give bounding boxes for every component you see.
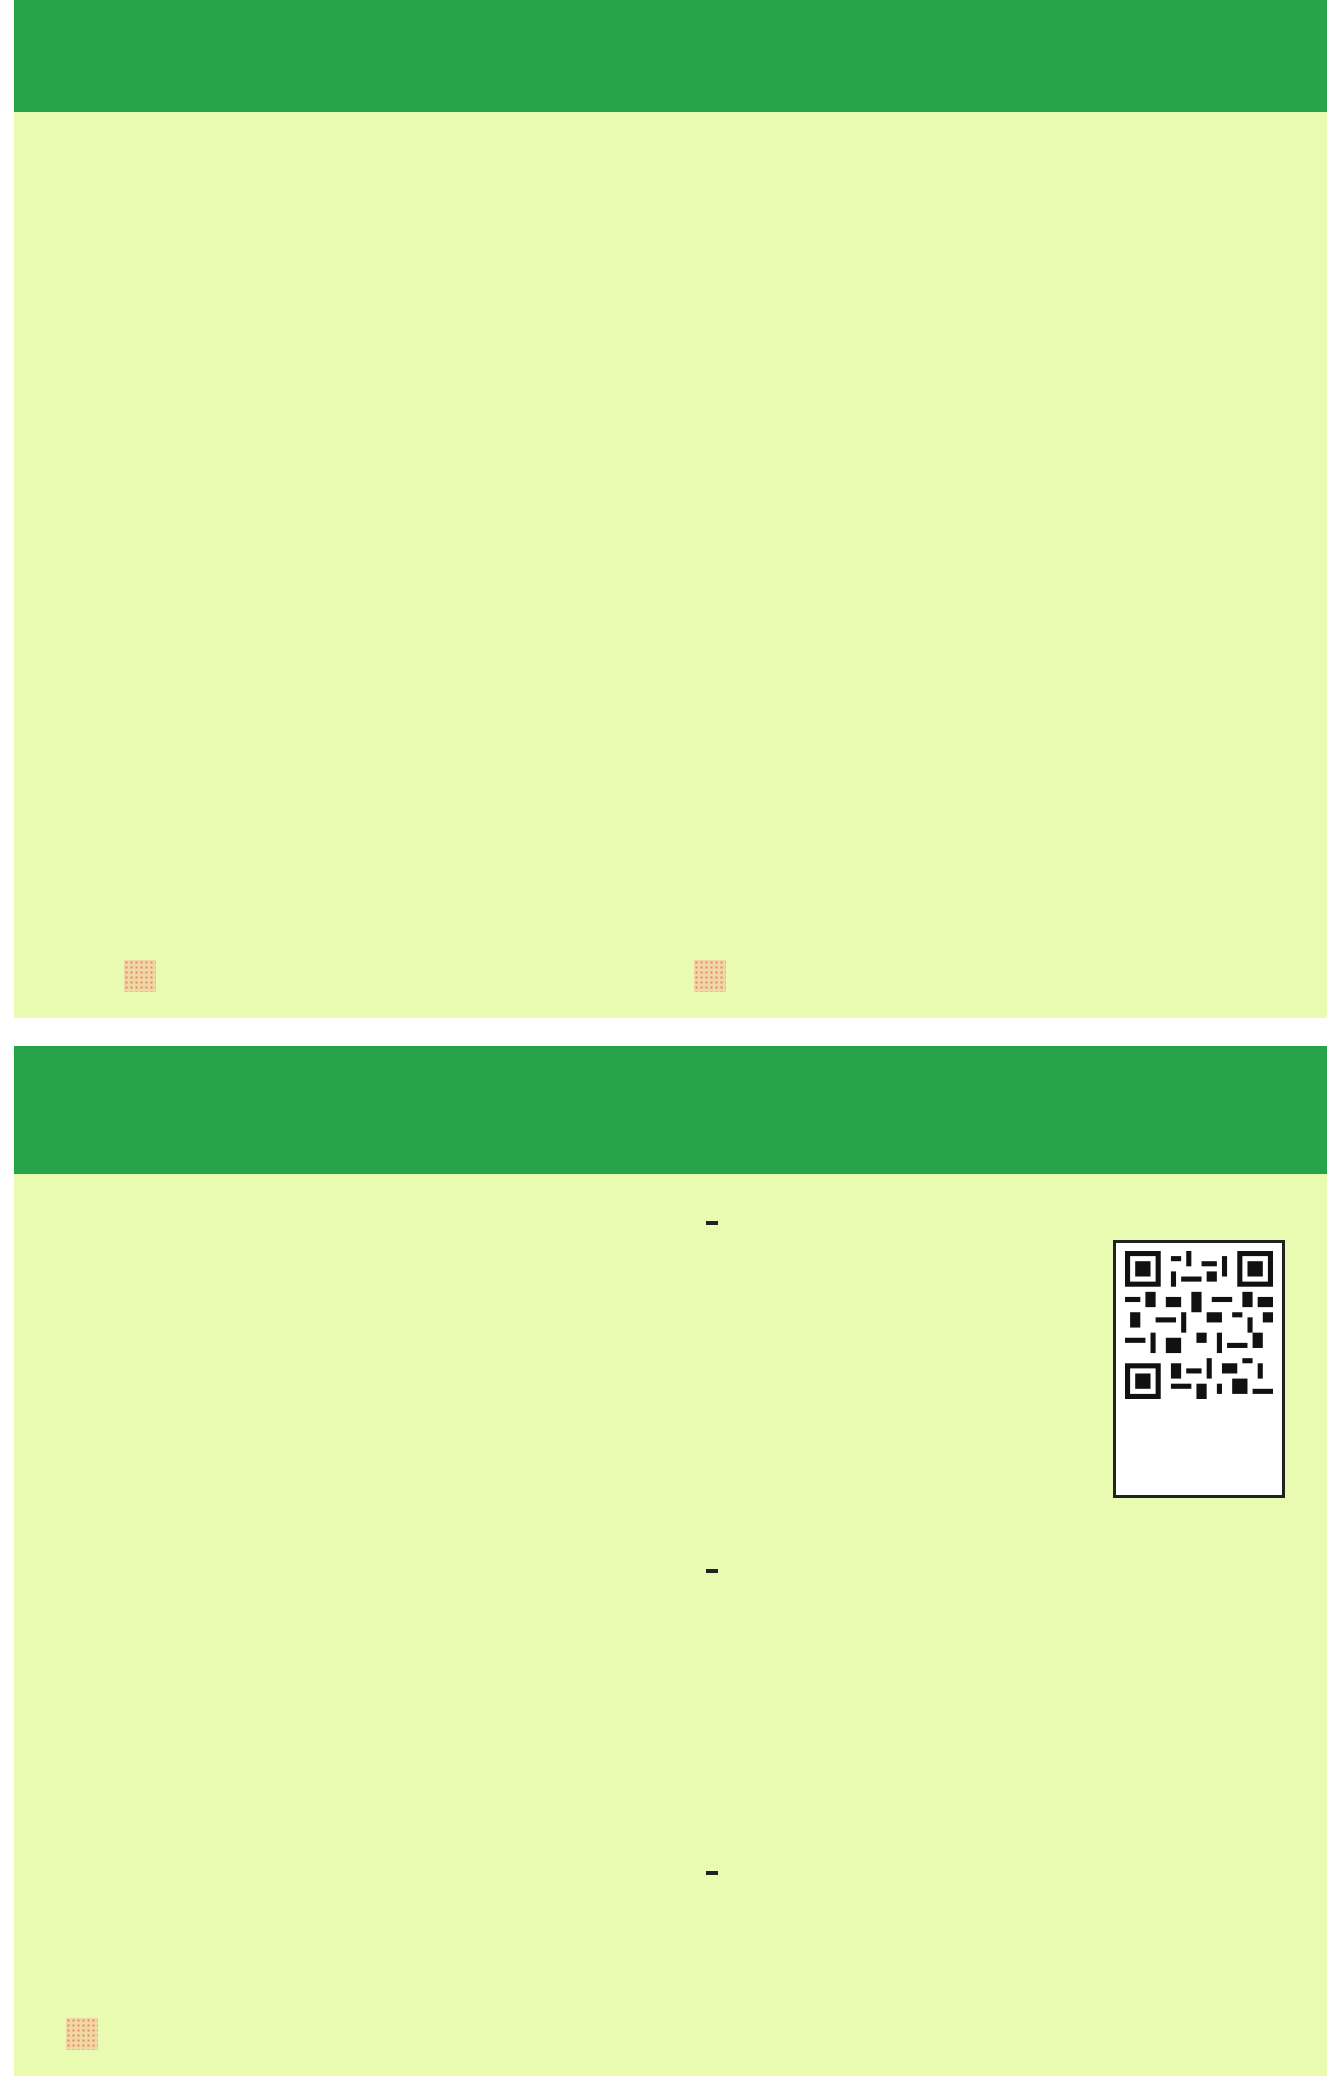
legend <box>124 960 164 992</box>
usage-heading <box>706 1852 718 1882</box>
header-banner <box>14 0 1327 112</box>
closed-swatch <box>694 960 726 992</box>
calendar-2027-panel <box>14 1046 1327 2076</box>
closed-swatch <box>124 960 156 992</box>
closed-swatch <box>66 2018 98 2050</box>
legend <box>694 960 734 992</box>
closed-days-heading <box>706 1202 718 1232</box>
info-banner <box>14 1046 1327 1174</box>
legend <box>66 2018 106 2050</box>
qr-code-box <box>1113 1240 1285 1498</box>
events-heading <box>706 1550 718 1580</box>
calendar-2026-panel <box>14 0 1327 1018</box>
qr-code-icon <box>1125 1251 1273 1399</box>
